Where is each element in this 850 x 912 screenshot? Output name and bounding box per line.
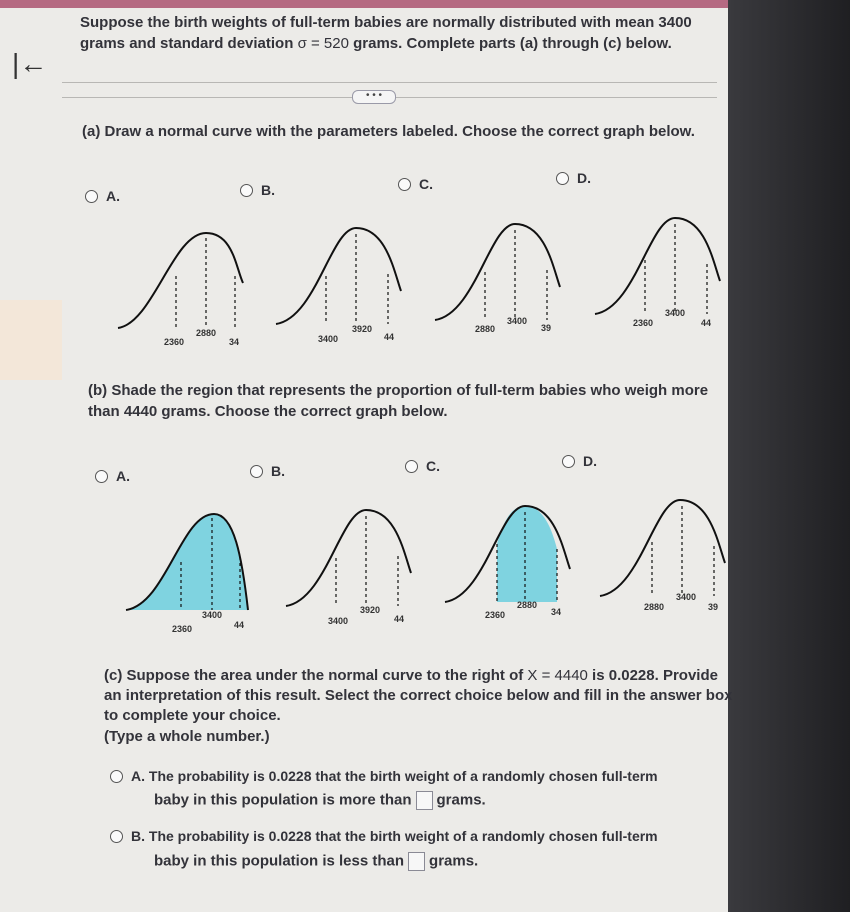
tick-label: 44 [384,332,395,342]
part-c-choice-a[interactable]: A. The probability is 0.0228 that the birth weight of a randomly chosen full-term [110,768,658,784]
tick-label: 2360 [485,610,506,620]
tick-label: 34 [229,337,240,347]
x-value: X = 4440 [527,667,588,684]
part-a-graph-c [435,222,560,334]
left-highlight [0,300,62,380]
part-a-option-c[interactable]: C. [398,176,433,192]
answer-box-b[interactable] [408,852,425,871]
part-a-option-a[interactable]: A. [85,188,120,204]
part-b-graph-d [600,498,725,612]
part-a-graph-d [595,216,720,328]
radio-button[interactable] [110,770,123,783]
normal-curve [276,226,401,324]
tick-label: 2880 [644,602,665,612]
tick-label: 3400 [507,316,528,326]
answer-box-a[interactable] [416,791,433,810]
radio-button[interactable] [398,178,411,191]
part-c-choice-b-line-2: baby in this population is less than grams. [154,852,479,870]
normal-curve [118,228,243,328]
tick-label: 3400 [328,616,349,626]
back-arrow-icon[interactable]: |← [12,48,48,79]
part-b-graph-c [445,504,570,620]
tick-label: 2360 [164,337,185,347]
part-b-option-c[interactable]: C. [405,458,440,474]
part-b-option-d[interactable]: D. [562,453,597,469]
radio-button[interactable] [405,460,418,473]
part-c-choice-a-line-2: baby in this population is more than grams. [154,791,486,809]
part-a-option-b[interactable]: B. [240,182,275,198]
top-accent-strip [0,0,760,8]
part-a-graph-a [118,228,243,347]
tick-label: 2880 [475,324,496,334]
radio-button[interactable] [250,465,263,478]
radio-button[interactable] [110,830,123,843]
tick-label: 44 [701,318,712,328]
expand-more-button[interactable]: • • • [352,90,396,104]
part-a-prompt: (a) Draw a normal curve with the parameters labeled. Choose the correct graph below. [82,123,695,140]
radio-button[interactable] [562,455,575,468]
tick-label: 2880 [196,328,217,338]
tick-label: 3920 [360,605,381,615]
tick-label: 2880 [517,600,538,610]
shaded-normal-curve [126,512,251,610]
divider-top [62,82,717,83]
tick-label: 3400 [318,334,339,344]
part-c-choice-b[interactable]: B. The probability is 0.0228 that the birth weight of a randomly chosen full-term [110,828,658,844]
normal-curve [286,508,411,606]
part-b-graph-a [126,512,251,634]
radio-button[interactable] [95,470,108,483]
tick-label: 44 [394,614,405,624]
part-a-graph-b [276,226,401,344]
tick-label: 39 [541,323,552,333]
part-b-graph-b [286,508,411,626]
part-c-line-3: to complete your choice. [104,707,281,724]
right-dark-edge [728,0,850,912]
normal-curve [600,498,725,596]
radio-button[interactable] [556,172,569,185]
sigma-value: σ = 520 [297,35,349,52]
question-line-1: Suppose the birth weights of full-term babies are normally distributed with mean 3400 [80,14,692,31]
part-b-prompt-line-2: than 4440 grams. Choose the correct graph below. [88,403,448,420]
radio-button[interactable] [240,184,253,197]
tick-label: 2360 [633,318,654,328]
part-b-prompt-line-1: (b) Shade the region that represents the proportion of full-term babies who weigh more [88,382,709,399]
normal-curve [595,216,720,314]
tick-label: 39 [708,602,719,612]
tick-label: 3400 [202,610,223,620]
tick-label: 2360 [172,624,193,634]
radio-button[interactable] [85,190,98,203]
part-a-option-d[interactable]: D. [556,170,591,186]
normal-curve [435,222,560,320]
part-c-line-1: (c) Suppose the area under the normal curve to the right of X = 4440 is 0.0228. Provide [104,667,718,684]
part-b-option-a[interactable]: A. [95,468,130,484]
tick-label: 34 [551,607,562,617]
part-c-line-2: an interpretation of this result. Select the correct choice below and fill in the answer box [104,687,733,704]
part-b-option-b[interactable]: B. [250,463,285,479]
shaded-normal-curve [445,504,570,602]
part-c-line-4: (Type a whole number.) [104,728,270,745]
tick-label: 3920 [352,324,373,334]
question-line-2: grams and standard deviation σ = 520 grams. Complete parts (a) through (c) below. [80,35,672,52]
tick-label: 3400 [676,592,697,602]
tick-label: 3400 [665,308,686,318]
tick-label: 44 [234,620,245,630]
